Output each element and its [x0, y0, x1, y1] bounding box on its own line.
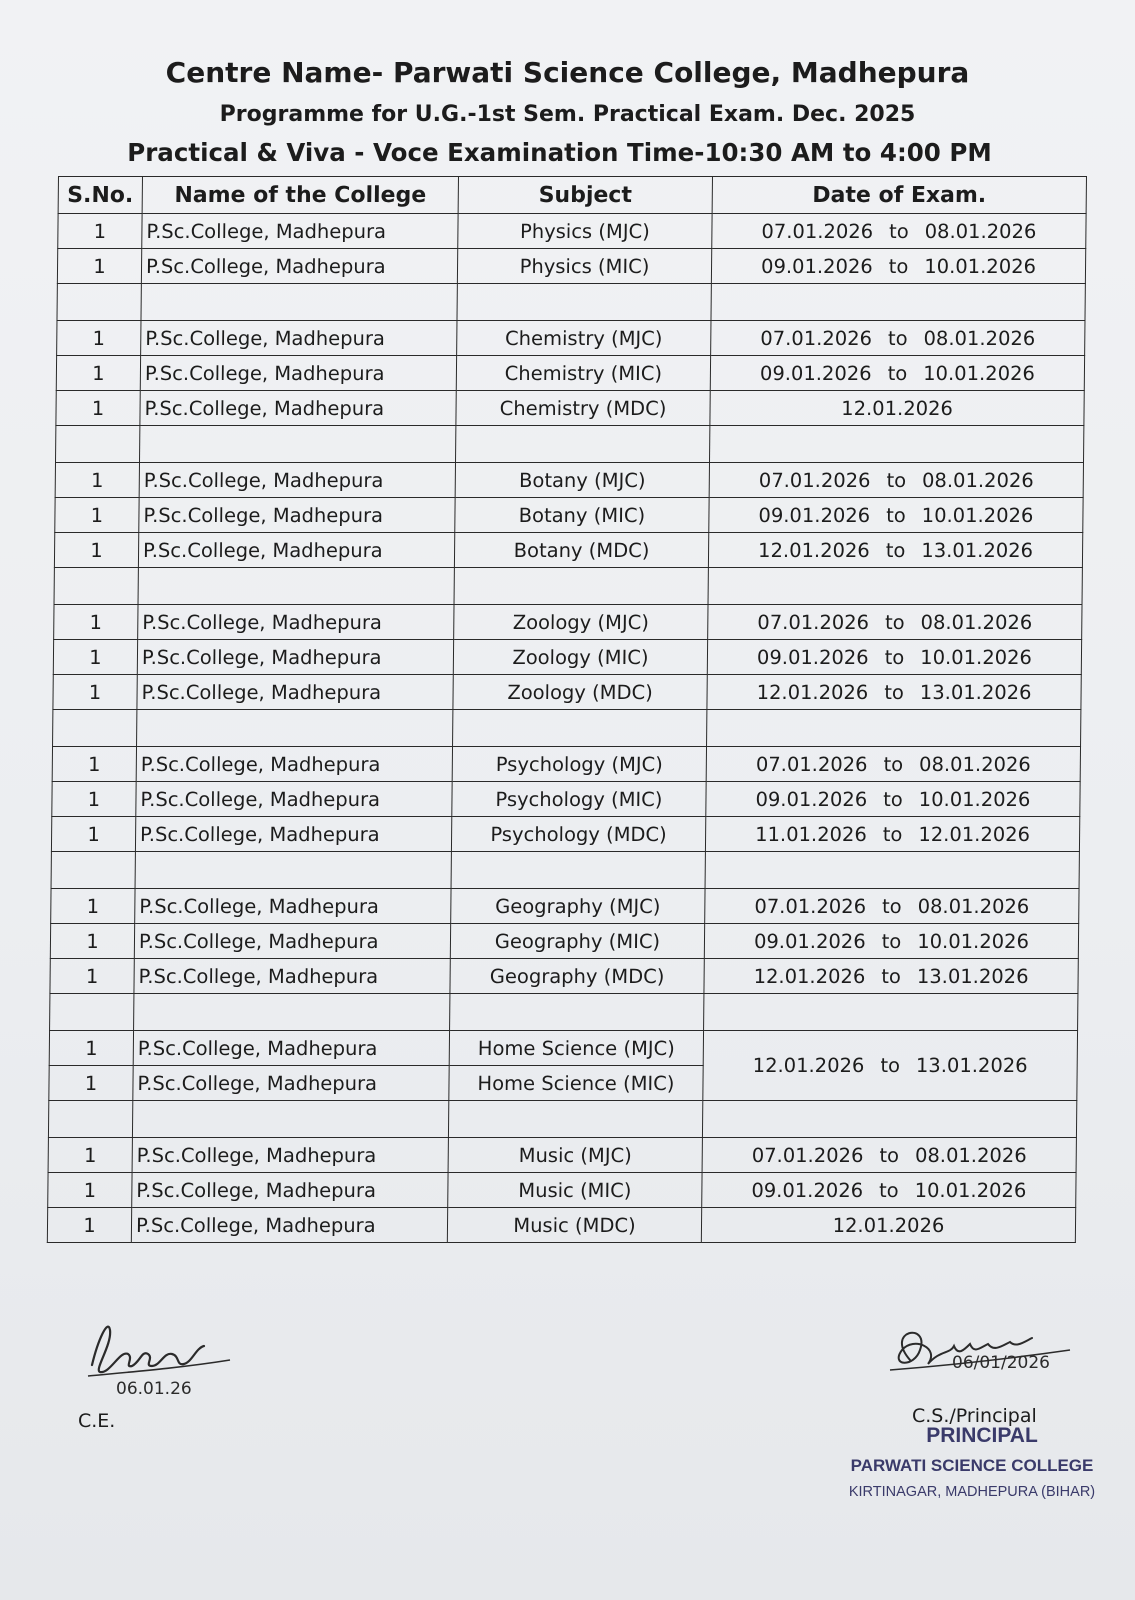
serial-number-cell: 1 — [48, 1138, 132, 1173]
date-to-word: to — [886, 468, 907, 492]
ce-signature — [80, 1310, 240, 1400]
exam-date-cell — [710, 356, 1084, 391]
table-row — [50, 959, 1078, 994]
stamp-college: PARWATI SCIENCE COLLEGE — [850, 1456, 1094, 1475]
table-row — [49, 1031, 1077, 1066]
table-row — [51, 889, 1079, 924]
table-row — [48, 1173, 1076, 1208]
college-name-cell: P.Sc.College, Madhepura — [136, 782, 452, 817]
subject-cell: Chemistry (MIC) — [456, 356, 710, 391]
date-from: 12.01.2026 — [756, 680, 869, 704]
blank-separator-row — [53, 710, 1081, 747]
college-name-cell: P.Sc.College, Madhepura — [132, 1173, 448, 1208]
serial-number-cell: 1 — [55, 498, 139, 533]
blank-cell — [709, 426, 1083, 463]
exam-date-cell — [707, 675, 1081, 710]
date-from: 07.01.2026 — [754, 894, 867, 918]
date-to: 08.01.2026 — [917, 894, 1030, 918]
date-to: 13.01.2026 — [921, 538, 1034, 562]
exam-time-title: Practical & Viva - Voce Examination Time-10:30 AM to 4:00 PM — [127, 138, 992, 167]
college-name-cell: P.Sc.College, Madhepura — [131, 1208, 447, 1243]
stamp-title: PRINCIPAL — [926, 1424, 1038, 1447]
serial-number-cell: 1 — [48, 1173, 132, 1208]
serial-number-cell: 1 — [47, 1208, 131, 1243]
college-name-cell: P.Sc.College, Madhepura — [138, 533, 454, 568]
subject-cell: Zoology (MIC) — [453, 640, 707, 675]
date-to-word: to — [879, 1143, 900, 1167]
college-name-cell: P.Sc.College, Madhepura — [140, 391, 456, 426]
exam-date-cell: 12.01.2026 — [701, 1208, 1075, 1243]
exam-date-cell: 12.01.2026 — [710, 391, 1084, 426]
blank-cell — [450, 994, 704, 1031]
date-to-word: to — [888, 254, 909, 278]
date-from: 12.01.2026 — [753, 964, 866, 988]
ce-signature-date: 06.01.26 — [116, 1379, 192, 1399]
date-to-word: to — [884, 610, 905, 634]
table-row — [54, 605, 1082, 640]
date-to-word: to — [884, 680, 904, 704]
date-from: 12.01.2026 — [752, 1054, 865, 1077]
table-row — [53, 675, 1081, 710]
date-from: 07.01.2026 — [761, 219, 874, 243]
college-name-cell: P.Sc.College, Madhepura — [137, 640, 453, 675]
subject-cell: Chemistry (MJC) — [457, 321, 711, 356]
principal-signature-date: 06/01/2026 — [952, 1353, 1050, 1373]
subject-cell: Botany (MJC) — [455, 463, 709, 498]
subject-cell: Botany (MIC) — [455, 498, 709, 533]
serial-number-cell: 1 — [54, 533, 138, 568]
blank-separator-row — [55, 426, 1083, 463]
table-row — [47, 1208, 1075, 1243]
header-subject: Subject — [458, 177, 712, 214]
blank-cell — [455, 426, 709, 463]
date-to-word: to — [882, 822, 903, 846]
serial-number-cell: 1 — [52, 747, 136, 782]
blank-cell — [448, 1101, 702, 1138]
date-to: 13.01.2026 — [916, 964, 1029, 988]
date-to: 13.01.2026 — [915, 1054, 1028, 1077]
table-row — [52, 782, 1080, 817]
date-to: 10.01.2026 — [920, 645, 1033, 669]
date-to: 08.01.2026 — [923, 326, 1036, 350]
serial-number-cell: 1 — [56, 356, 140, 391]
exam-date-cell — [702, 1138, 1076, 1173]
blank-cell — [50, 994, 134, 1031]
college-name-cell: P.Sc.College, Madhepura — [138, 605, 454, 640]
table-row — [56, 391, 1084, 426]
date-to-word: to — [887, 361, 908, 385]
date-to: 08.01.2026 — [914, 1143, 1027, 1167]
college-name-cell: P.Sc.College, Madhepura — [135, 889, 451, 924]
exam-date-cell — [711, 321, 1085, 356]
blank-cell — [138, 568, 454, 605]
subject-cell: Home Science (MJC) — [449, 1031, 703, 1066]
serial-number-cell: 1 — [52, 782, 136, 817]
blank-separator-row — [50, 994, 1078, 1031]
table-body — [47, 214, 1086, 1243]
college-name-cell: P.Sc.College, Madhepura — [142, 214, 458, 249]
date-to: 08.01.2026 — [920, 610, 1033, 634]
exam-date-cell — [708, 533, 1082, 568]
centre-title: Centre Name- Parwati Science College, Madhepura — [165, 56, 970, 89]
date-to-word: to — [887, 326, 908, 350]
serial-number-cell: 1 — [56, 391, 140, 426]
college-name-cell: P.Sc.College, Madhepura — [136, 747, 452, 782]
serial-number-cell: 1 — [49, 1031, 133, 1066]
date-to-word: to — [883, 787, 903, 811]
date-to: 10.01.2026 — [917, 929, 1030, 953]
date-to: 10.01.2026 — [923, 361, 1035, 385]
blank-cell — [135, 852, 451, 889]
subject-cell: Psychology (MJC) — [452, 747, 706, 782]
date-to-word: to — [878, 1178, 899, 1202]
blank-cell — [134, 994, 450, 1031]
table-row — [51, 817, 1079, 852]
date-from: 07.01.2026 — [751, 1143, 864, 1167]
date-to-word: to — [881, 929, 902, 953]
serial-number-cell: 1 — [49, 1066, 133, 1101]
college-name-cell: P.Sc.College, Madhepura — [141, 249, 457, 284]
blank-separator-row — [54, 568, 1082, 605]
date-from: 07.01.2026 — [760, 326, 873, 350]
serial-number-cell: 1 — [51, 817, 135, 852]
table-row — [53, 640, 1081, 675]
blank-cell — [707, 710, 1081, 747]
date-to-word: to — [889, 219, 909, 243]
serial-number-cell: 1 — [58, 214, 142, 249]
subject-cell: Music (MDC) — [447, 1208, 701, 1243]
subject-cell: Geography (MDC) — [450, 959, 704, 994]
table-row — [57, 249, 1085, 284]
college-name-cell: P.Sc.College, Madhepura — [133, 1031, 449, 1066]
date-from: 09.01.2026 — [753, 929, 866, 953]
serial-number-cell: 1 — [50, 959, 134, 994]
exam-date-cell — [707, 640, 1081, 675]
serial-number-cell: 1 — [51, 889, 135, 924]
college-name-cell: P.Sc.College, Madhepura — [139, 498, 455, 533]
college-name-cell: P.Sc.College, Madhepura — [135, 817, 451, 852]
college-name-cell: P.Sc.College, Madhepura — [134, 924, 450, 959]
exam-date-cell — [704, 924, 1078, 959]
table-header-row — [58, 177, 1086, 214]
table-row — [54, 533, 1082, 568]
blank-separator-row — [51, 852, 1079, 889]
college-name-cell: P.Sc.College, Madhepura — [133, 1066, 449, 1101]
stamp-address: KIRTINAGAR, MADHEPURA (BIHAR) — [848, 1484, 1096, 1500]
subject-cell: Psychology (MDC) — [451, 817, 705, 852]
date-to-word: to — [881, 894, 902, 918]
blank-cell — [53, 710, 137, 747]
date-to: 10.01.2026 — [918, 787, 1031, 811]
exam-date-cell — [708, 605, 1082, 640]
table-row — [48, 1138, 1076, 1173]
subject-cell: Geography (MIC) — [450, 924, 704, 959]
date-from: 11.01.2026 — [755, 822, 867, 846]
table-row — [58, 214, 1086, 249]
blank-cell — [454, 568, 708, 605]
date-to: 10.01.2026 — [914, 1178, 1027, 1202]
date-to: 10.01.2026 — [924, 254, 1037, 278]
table-row — [56, 356, 1084, 391]
date-from: 09.01.2026 — [758, 503, 871, 527]
blank-cell — [702, 1101, 1076, 1138]
date-from: 07.01.2026 — [757, 610, 870, 634]
date-to-word: to — [880, 1054, 901, 1077]
date-to-word: to — [883, 752, 904, 776]
date-from: 07.01.2026 — [755, 752, 868, 776]
blank-cell — [453, 710, 707, 747]
date-to-word: to — [885, 538, 906, 562]
blank-cell — [457, 284, 711, 321]
date-to-word: to — [886, 503, 906, 527]
serial-number-cell: 1 — [57, 249, 141, 284]
college-name-cell: P.Sc.College, Madhepura — [134, 959, 450, 994]
subject-cell: Music (MIC) — [448, 1173, 702, 1208]
date-from: 09.01.2026 — [751, 1178, 864, 1202]
exam-schedule-table — [47, 176, 1087, 1243]
exam-date-cell — [709, 498, 1083, 533]
header-sno: S.No. — [58, 177, 142, 214]
serial-number-cell: 1 — [55, 463, 139, 498]
blank-cell — [705, 852, 1079, 889]
college-name-cell: P.Sc.College, Madhepura — [141, 321, 457, 356]
subject-cell: Geography (MJC) — [451, 889, 705, 924]
table-row — [55, 498, 1083, 533]
college-name-cell: P.Sc.College, Madhepura — [140, 356, 456, 391]
exam-date-cell — [712, 214, 1086, 249]
serial-number-cell: 1 — [53, 640, 137, 675]
blank-cell — [51, 852, 135, 889]
blank-cell — [57, 284, 141, 321]
blank-cell — [137, 710, 453, 747]
exam-date-cell — [705, 889, 1079, 924]
date-to-word: to — [884, 645, 905, 669]
subject-cell: Botany (MDC) — [454, 533, 708, 568]
subject-cell: Physics (MIC) — [457, 249, 711, 284]
serial-number-cell: 1 — [54, 605, 138, 640]
date-from: 09.01.2026 — [759, 361, 872, 385]
exam-date-cell — [711, 249, 1085, 284]
exam-date-cell — [702, 1173, 1076, 1208]
exam-date-cell — [706, 782, 1080, 817]
date-to: 08.01.2026 — [919, 752, 1031, 776]
blank-cell — [55, 426, 139, 463]
ce-label: C.E. — [78, 1410, 116, 1432]
date-from: 12.01.2026 — [758, 538, 870, 562]
subject-cell: Music (MJC) — [448, 1138, 702, 1173]
date-from: 09.01.2026 — [755, 787, 868, 811]
principal-signature — [880, 1320, 1080, 1400]
blank-cell — [451, 852, 705, 889]
college-name-cell: P.Sc.College, Madhepura — [139, 463, 455, 498]
exam-date-cell — [704, 959, 1078, 994]
header-college: Name of the College — [142, 177, 458, 214]
exam-date-cell — [706, 747, 1080, 782]
college-name-cell: P.Sc.College, Madhepura — [132, 1138, 448, 1173]
table-row — [57, 321, 1085, 356]
blank-cell — [132, 1101, 448, 1138]
date-to: 10.01.2026 — [921, 503, 1034, 527]
header-date: Date of Exam. — [712, 177, 1086, 214]
blank-cell — [708, 568, 1082, 605]
date-to-word: to — [881, 964, 902, 988]
date-from: 07.01.2026 — [758, 468, 871, 492]
blank-cell — [141, 284, 457, 321]
serial-number-cell: 1 — [50, 924, 134, 959]
table-row — [55, 463, 1083, 498]
college-name-cell: P.Sc.College, Madhepura — [137, 675, 453, 710]
cs-principal-label: C.S./Principal — [912, 1405, 1037, 1427]
subject-cell: Zoology (MJC) — [454, 605, 708, 640]
date-to: 08.01.2026 — [921, 468, 1034, 492]
exam-date-cell — [709, 463, 1083, 498]
subject-cell: Zoology (MDC) — [453, 675, 707, 710]
serial-number-cell: 1 — [57, 321, 141, 356]
exam-date-cell — [705, 817, 1079, 852]
exam-date-cell — [703, 1031, 1078, 1101]
blank-cell — [48, 1101, 132, 1138]
table-row — [50, 924, 1078, 959]
serial-number-cell: 1 — [53, 675, 137, 710]
date-from: 09.01.2026 — [760, 254, 873, 278]
blank-cell — [54, 568, 138, 605]
date-to: 08.01.2026 — [924, 219, 1037, 243]
subject-cell: Chemistry (MDC) — [456, 391, 710, 426]
table-row — [52, 747, 1080, 782]
blank-cell — [139, 426, 455, 463]
date-to: 12.01.2026 — [918, 822, 1031, 846]
date-to: 13.01.2026 — [919, 680, 1032, 704]
blank-separator-row — [57, 284, 1085, 321]
blank-separator-row — [48, 1101, 1076, 1138]
programme-title: Programme for U.G.-1st Sem. Practical Exam. Dec. 2025 — [219, 102, 916, 127]
blank-cell — [711, 284, 1085, 321]
subject-cell: Home Science (MIC) — [449, 1066, 703, 1101]
subject-cell: Psychology (MIC) — [452, 782, 706, 817]
date-from: 09.01.2026 — [756, 645, 869, 669]
subject-cell: Physics (MJC) — [458, 214, 712, 249]
blank-cell — [704, 994, 1078, 1031]
